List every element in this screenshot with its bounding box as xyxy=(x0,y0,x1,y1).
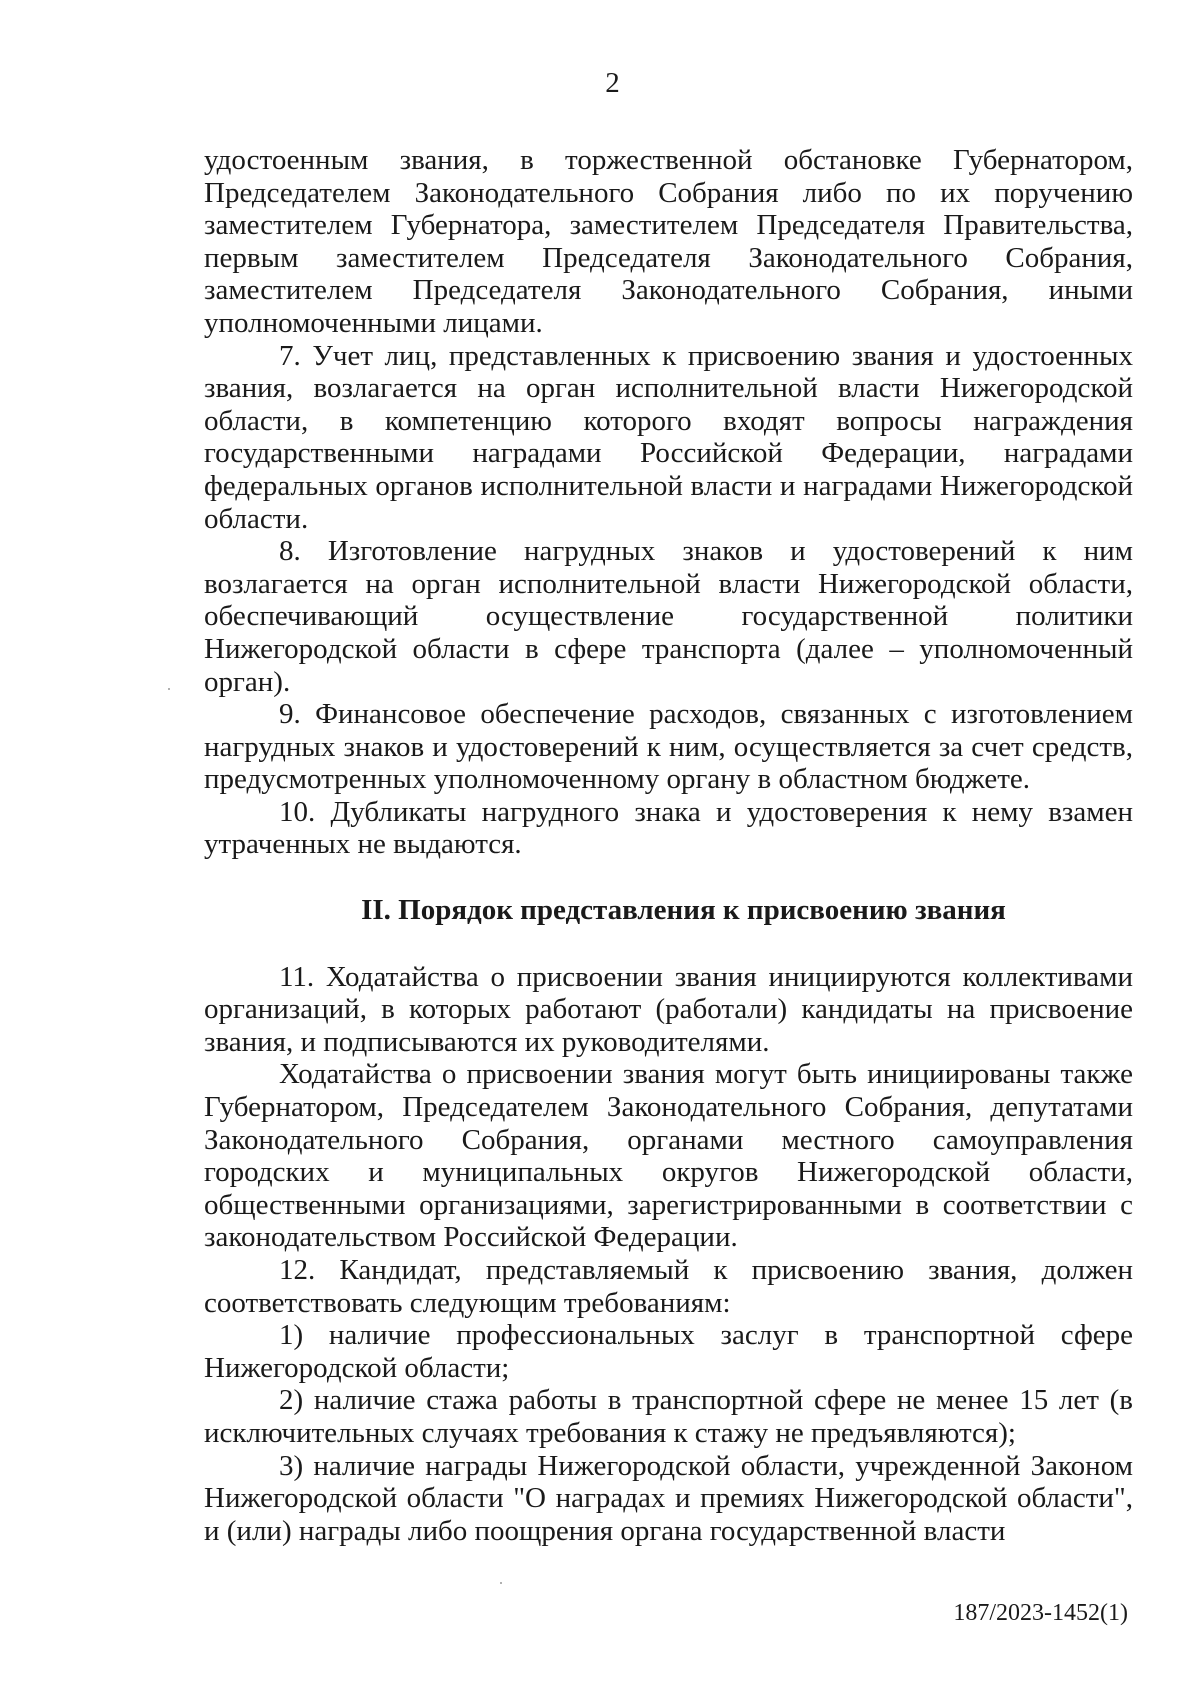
paragraph-item-12: 12. Кандидат, представляемый к присвоению звания, должен соответствовать следующим требованиям: xyxy=(204,1254,1133,1319)
paragraph-item-11: 11. Ходатайства о присвоении звания инициируются коллективами организаций, в которых работают (работали) кандидаты на присвоение звания, и подписываются их руководителями. xyxy=(204,960,1133,1058)
paragraph-item-9: 9. Финансовое обеспечение расходов, связанных с изготовлением нагрудных знаков и удостоверений к ним, осуществляется за счет средств, предусмотренных уполномоченному органу в областном бюджете. xyxy=(204,698,1133,796)
page-number: 2 xyxy=(605,67,620,99)
paragraph-item-10: 10. Дубликаты нагрудного знака и удостоверения к нему взамен утраченных не выдаются. xyxy=(204,795,1133,861)
scan-speck xyxy=(168,688,170,690)
document-body xyxy=(204,144,1133,1547)
paragraph-continuation: удостоенным звания, в торжественной обстановке Губернатором, Председателем Законодательного Собрания либо по их поручению заместителем Губернатора, заместителем Председателя Правительства, первым заместителем Председателя Законодательного Собрания, заместителем Председателя Законодательного Собрания, иными уполномоченными лицами. xyxy=(204,144,1133,339)
scan-speck xyxy=(500,1582,502,1584)
paragraph-item-7: 7. Учет лиц, представленных к присвоению звания и удостоенных звания, возлагается на орган исполнительной власти Нижегородской области, в компетенцию которого входят вопросы награждения государственными наградами Российской Федерации, наградами федеральных органов исполнительной власти и наградами Нижегородской области. xyxy=(204,339,1133,535)
requirement-item-1: 1) наличие профессиональных заслуг в транспортной сфере Нижегородской области; xyxy=(204,1319,1133,1384)
paragraph-item-8: 8. Изготовление нагрудных знаков и удостоверений к ним возлагается на орган исполнительной власти Нижегородской области, обеспечивающий осуществление государственной политики Нижегородской области в сфере транспорта (далее – уполномоченный орган). xyxy=(204,535,1133,698)
document-code: 187/2023-1452(1) xyxy=(953,1600,1128,1626)
requirement-item-2: 2) наличие стажа работы в транспортной сфере не менее 15 лет (в исключительных случаях требования к стажу не предъявляются); xyxy=(204,1384,1133,1449)
requirement-item-3: 3) наличие награды Нижегородской области, учрежденной Законом Нижегородской области "О наградах и премиях Нижегородской области", и (или) награды либо поощрения органа государственной власти xyxy=(204,1449,1133,1547)
paragraph-initiators: Ходатайства о присвоении звания могут быть инициированы также Губернатором, Председателем Законодательного Собрания, депутатами Законодательного Собрания, органами местного самоуправления городских и муниципальных округов Нижегородской области, общественными организациями, зарегистрированными в соответствии с законодательством Российской Федерации. xyxy=(204,1058,1133,1254)
section-heading: II. Порядок представления к присвоению звания xyxy=(361,894,1006,927)
